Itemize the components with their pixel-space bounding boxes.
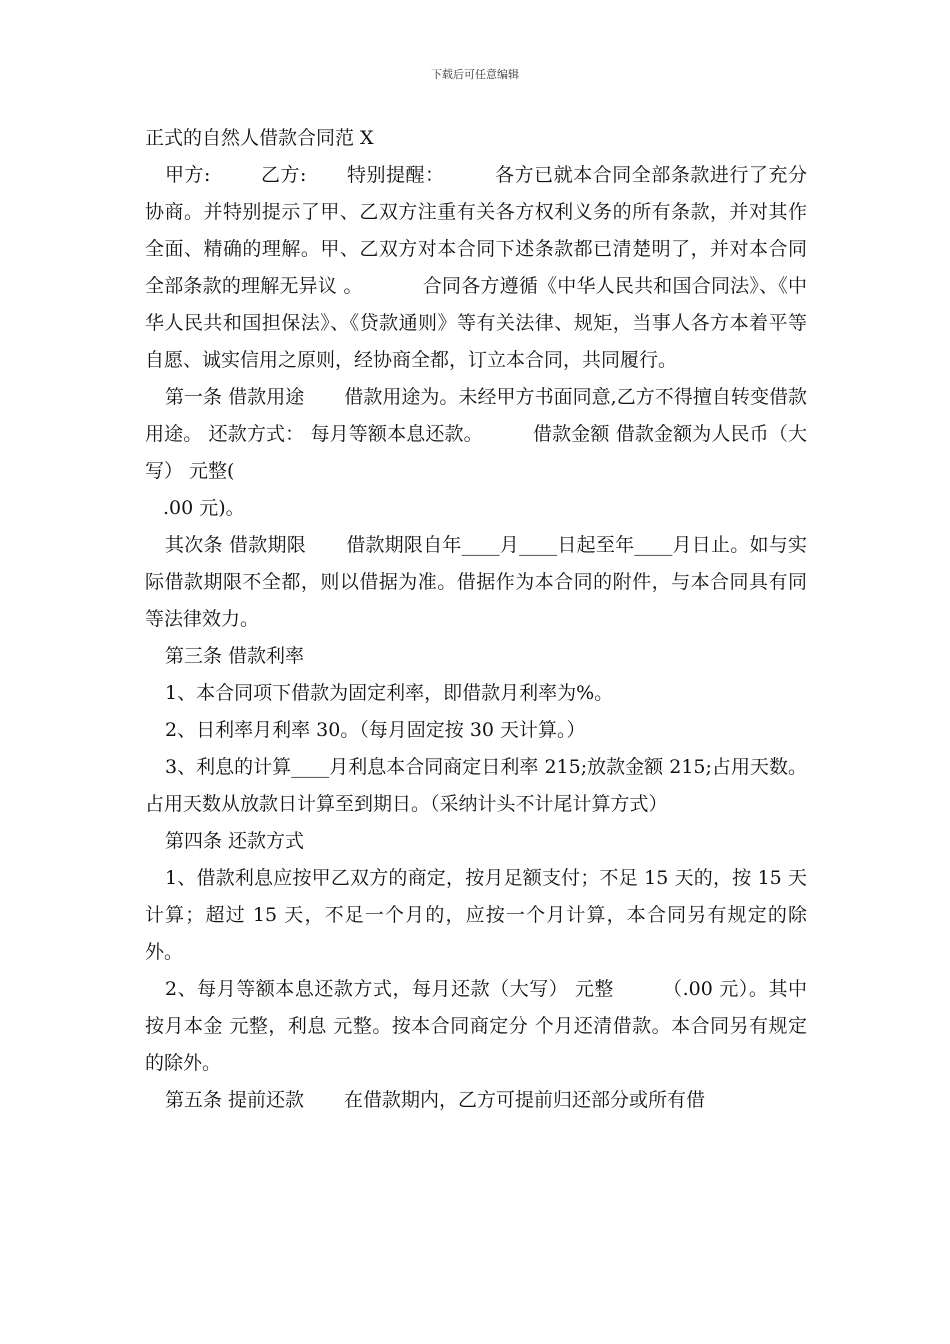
intro-paragraph <box>145 157 807 379</box>
article-1-heading: 第一条 借款用途 <box>165 386 305 408</box>
article-4-heading: 第四条 还款方式 <box>165 830 305 852</box>
article-2-body: 借款期限自年____月____日起至年____月日止。如与实际借款期限不全都，则以借据为准。借据作为本合同的附件，与本合同具有同等法律效力。 <box>145 534 807 630</box>
article-5-paragraph <box>145 1082 807 1119</box>
article-4-item-2: 2、每月等额本息还款方式，每月还款（大写） 元整 （.00 元）。其中按月本金 元整，利息 元整。按本合同商定分 个月还清借款。本合同另有规定的除外。 <box>145 978 807 1074</box>
article-3-heading: 第三条 借款利率 <box>165 645 305 667</box>
article-2-heading: 其次条 借款期限 <box>165 534 306 556</box>
article-4-item-1: 1、借款利息应按甲乙双方的商定，按月足额支付；不足 15 天的，按 15 天计算；超过 15 天，不足一个月的，应按一个月计算，本合同另有规定的除外。 <box>145 867 807 963</box>
article-3-item-1: 1、本合同项下借款为固定利率，即借款月利率为%。 <box>165 682 614 704</box>
article-3-item-2: 2、日利率月利率 30。（每月固定按 30 天计算。） <box>165 719 586 741</box>
article-3-item-3: 3、利息的计算____月利息本合同商定日利率 215;放款金额 215;占用天数。占用天数从放款日计算至到期日。（采纳计头不计尾计算方式） <box>145 756 807 815</box>
article-1-amount-heading: 借款金额 <box>532 423 610 445</box>
article-1-amount-tail: .00 元)。 <box>163 497 245 519</box>
article-5-heading: 第五条 提前还款 <box>165 1089 305 1111</box>
party-a-label: 甲方: <box>165 164 211 186</box>
intro-body-text-2: 合同各方遵循《中华人民共和国合同法》、《中华人民共和国担保法》、《贷款通则》等有关法律、规矩，当事人各方本着平等自愿、诚实信用之原则，经协商全都，订立本合同，共同履行。 <box>145 275 807 371</box>
party-b-label: 乙方: <box>260 164 307 186</box>
document-title: 正式的自然人借款合同范 X <box>145 127 374 149</box>
article-5-body: 在借款期内，乙方可提前归还部分或所有借 <box>344 1089 706 1111</box>
article-2-paragraph <box>145 527 807 638</box>
document-body <box>145 120 807 1119</box>
article-1-amount-body: 借款金额为人民币（大写） 元整( <box>145 423 807 482</box>
article-1-paragraph <box>145 379 807 490</box>
page-header: 下载后可任意编辑 <box>431 68 519 81</box>
article-1-body: 借款用途为。未经甲方书面同意,乙方不得擅自转变借款用途。 还款方式： 每月等额本息还款。 <box>145 386 807 445</box>
intro-body-text: 各方已就本合同全部条款进行了充分协商。并特别提示了甲、乙双方注重有关各方权利义务的所有条款，并对其作全面、精确的理解。甲、乙双方对本合同下述条款都已清楚明了，并对本合同全部条款的理解无异议 。 <box>145 164 807 297</box>
reminder-label: 特别提醒： <box>346 164 445 186</box>
